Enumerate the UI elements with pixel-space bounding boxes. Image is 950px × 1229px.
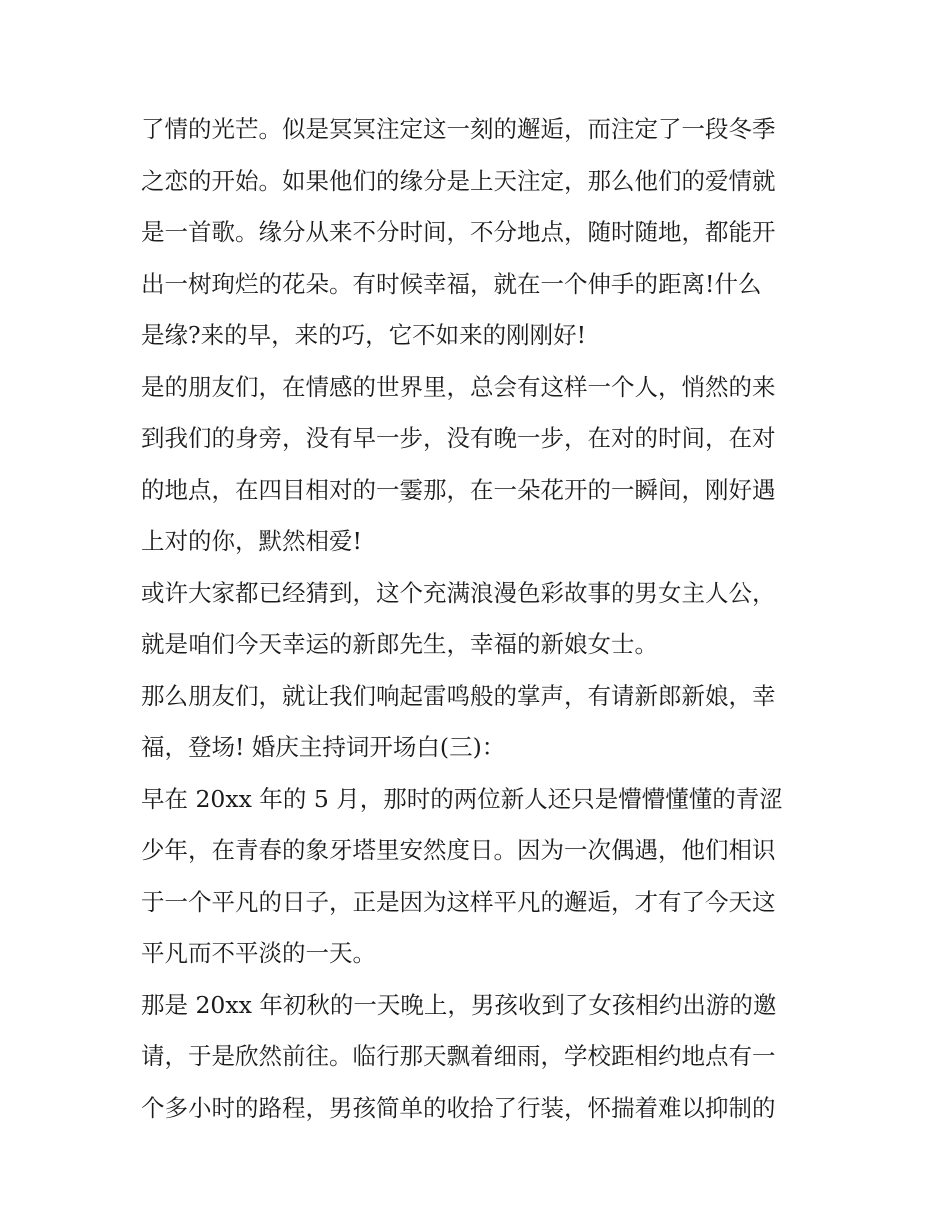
text-line: 了情的光芒。似是冥冥注定这一刻的邂逅，而注定了一段冬季 [141,115,776,143]
text-line: 平凡而不平淡的一天。 [141,939,376,967]
document-body [141,104,821,1134]
text-line: 是缘?来的早，来的巧，它不如来的刚刚好! [141,321,587,349]
text-line: 是的朋友们，在情感的世界里，总会有这样一个人，悄然的来 [141,372,776,401]
text-line: 于一个平凡的日子，正是因为这样平凡的邂逅，才有了今天这 [141,887,776,916]
text-line: 那么朋友们，就让我们响起雷鸣般的掌声，有请新郎新娘，幸 [141,681,776,710]
text-line: 上对的你，默然相爱! [141,527,362,555]
text-line: 福，登场! 婚庆主持词开场白(三)： [141,733,506,761]
text-line: 请，于是欣然前往。临行那天飘着细雨，学校距相约地点有一 [141,1042,776,1070]
text-line: 是一首歌。缘分从来不分时间，不分地点，随时随地，都能开 [141,218,776,246]
text-line: 早在 20xx 年的 5 月，那时的两位新人还只是懵懵懂懂的青涩 [141,784,783,813]
text-line: 个多小时的路程，男孩简单的收拾了行装，怀揣着难以抑制的 [141,1093,776,1122]
text-line: 那是 20xx 年初秋的一天晚上，男孩收到了女孩相约出游的邀 [141,990,777,1019]
text-line: 或许大家都已经猜到，这个充满浪漫色彩故事的男女主人公， [141,578,776,607]
text-line: 少年，在青春的象牙塔里安然度日。因为一次偶遇，他们相识 [141,836,776,864]
text-line: 到我们的身旁，没有早一步，没有晚一步，在对的时间，在对 [141,424,776,452]
text-line: 之恋的开始。如果他们的缘分是上天注定，那么他们的爱情就 [141,166,776,195]
text-line: 出一树珣烂的花朵。有时候幸福，就在一个伸手的距离!什么 [141,269,762,298]
text-line: 就是咱们今天幸运的新郎先生，幸福的新娘女士。 [141,630,658,658]
text-line: 的地点，在四目相对的一霎那，在一朵花开的一瞬间，刚好遇 [141,475,776,504]
